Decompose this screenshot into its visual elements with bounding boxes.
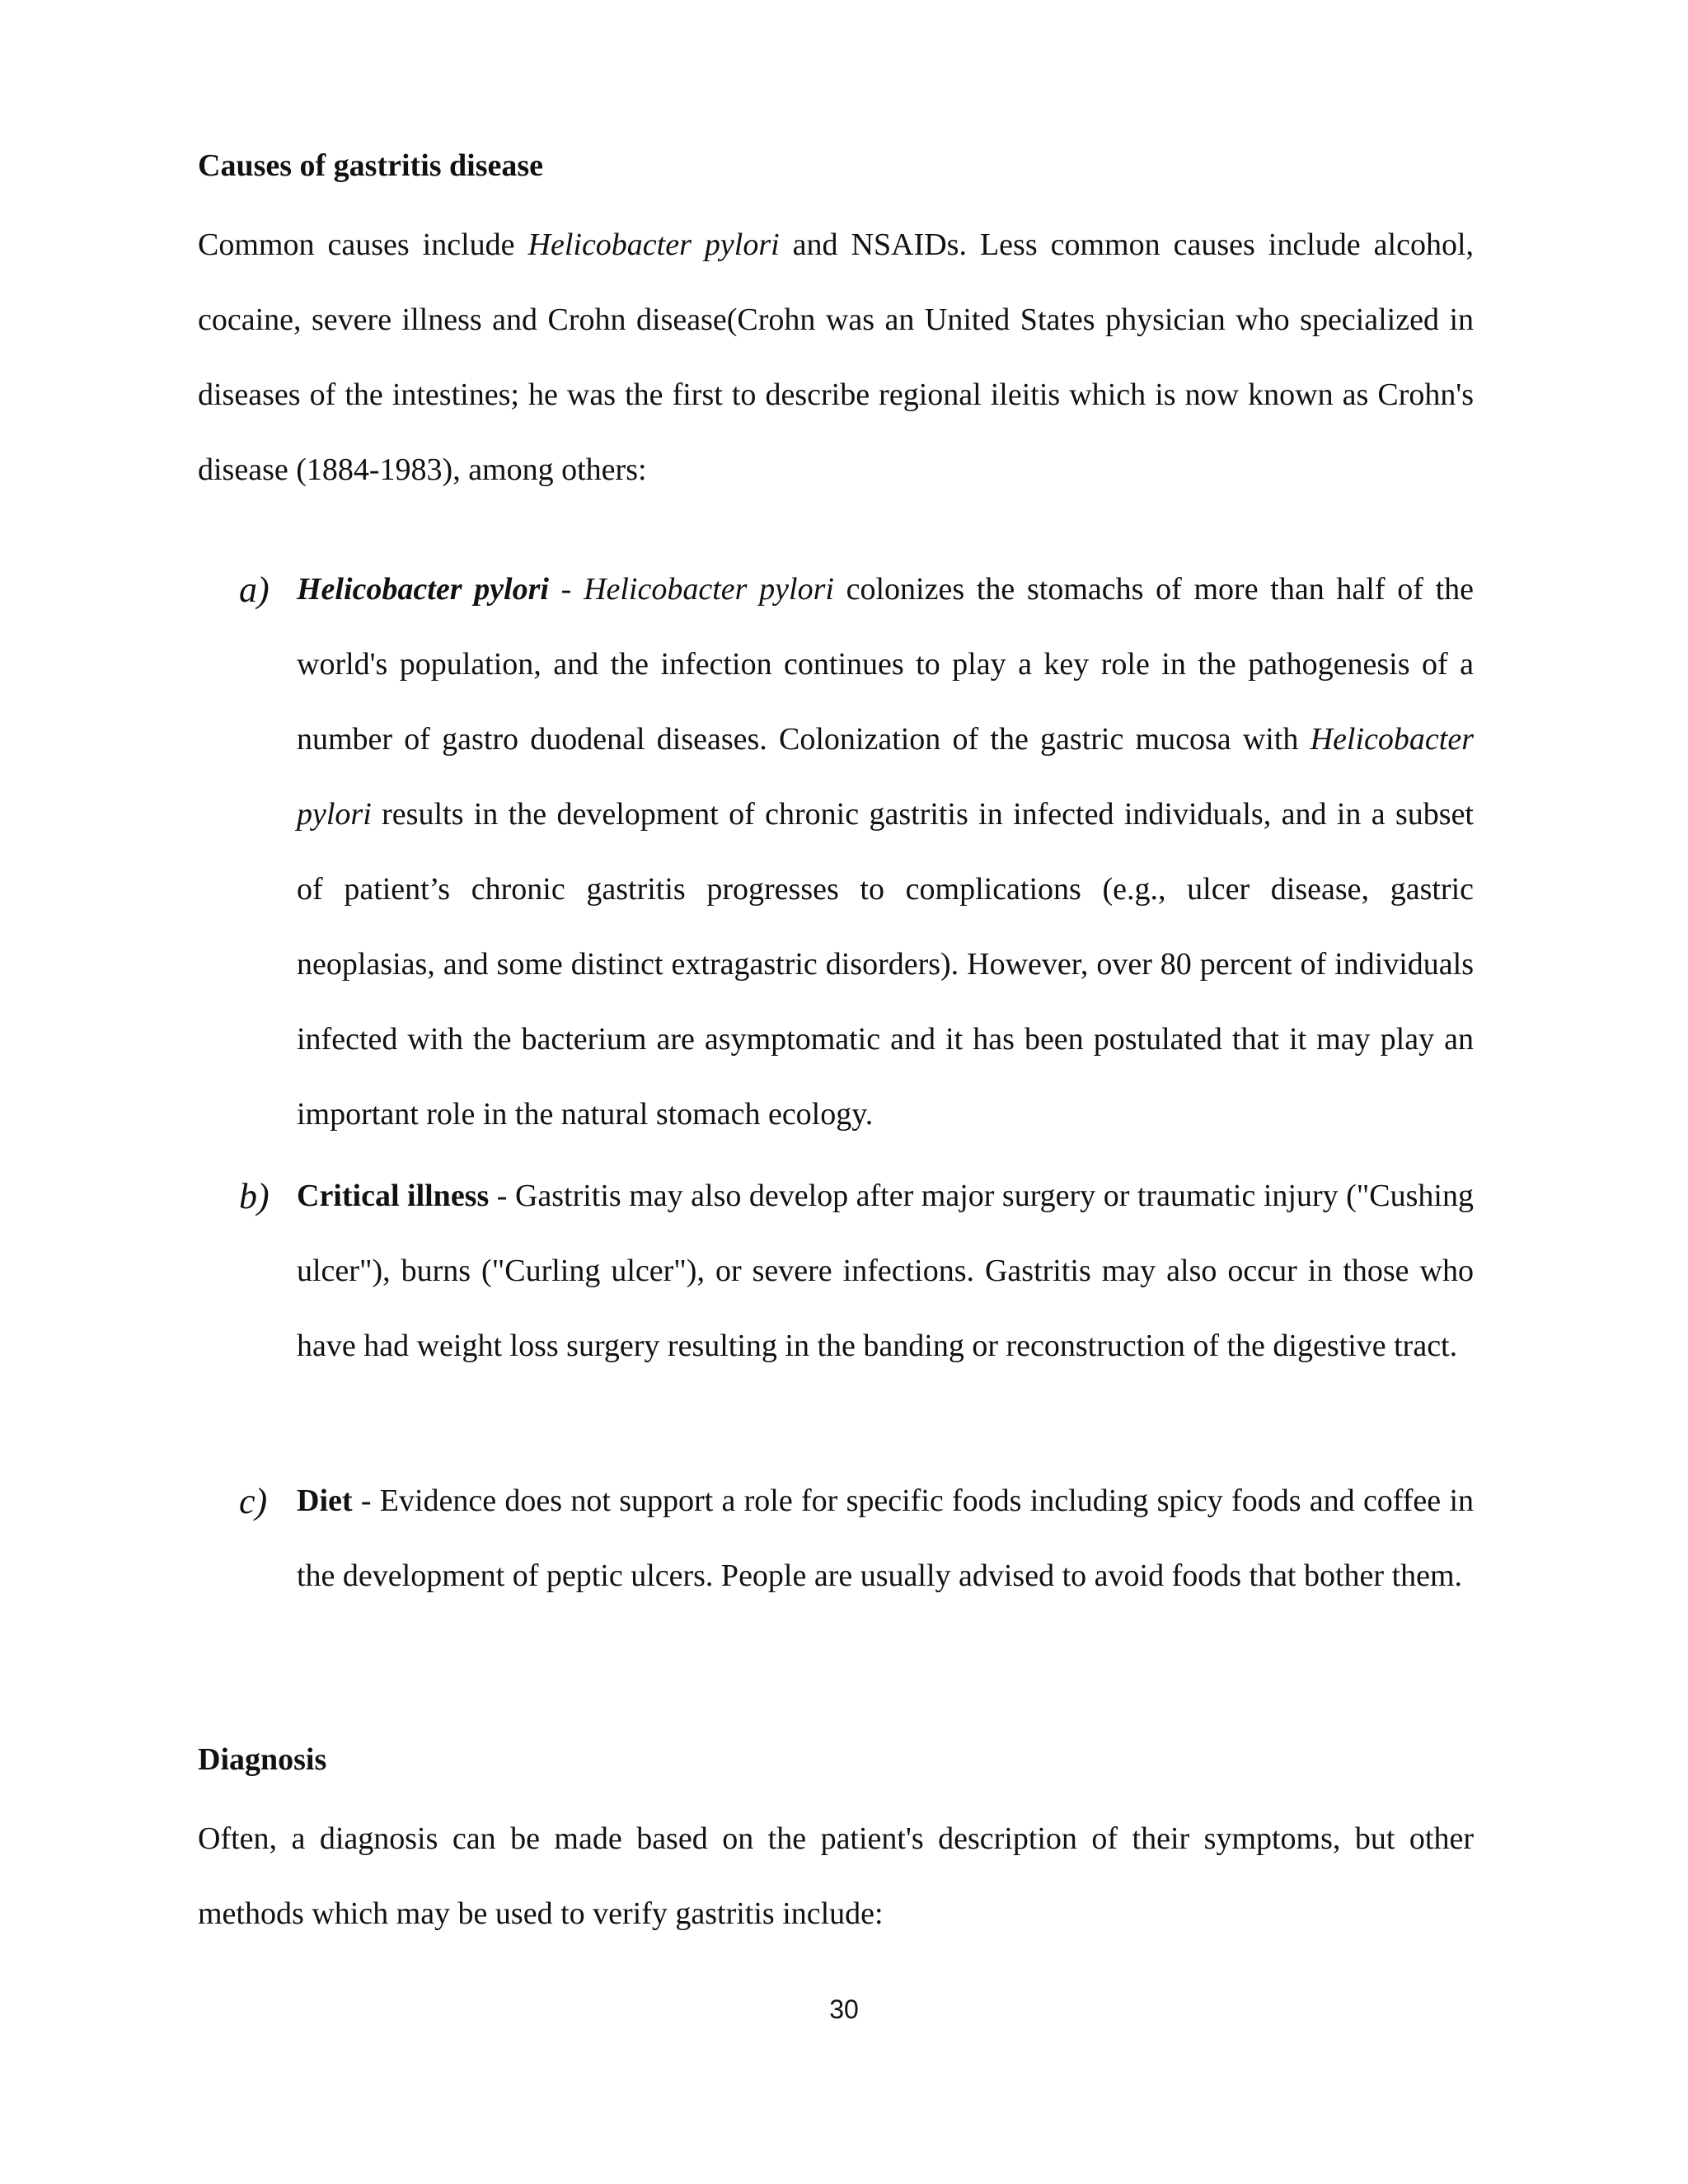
diagnosis-paragraph: Often, a diagnosis can be made based on the patient's description of their symptoms, but other methods which may be used to verify gastritis include:: [198, 1821, 1474, 1931]
list-item-b-term: Critical illness: [297, 1179, 490, 1213]
list-item-a-body-2: results in the development of chronic gastritis in infected individuals, and in a subset of patient’s chronic gastritis progresses to complications (e.g., ulcer disease, gastric neoplasias, and some distinct extragastric disorders). However, over 80 percent of individuals infected with the bacterium are asymptomatic and it has been postulated that it may play an important role in the natural stomach ecology.: [297, 797, 1474, 1132]
section-heading-causes: Causes of gastritis disease: [198, 148, 544, 183]
list-item-a-text: [297, 552, 1474, 1152]
list-item-a-body-1: colonizes the stomachs of more than half of the world's population, and the infection continues to play a key role in the pathogenesis of a number of gastro duodenal diseases. Colonization of the gastric mucosa with: [297, 572, 1474, 757]
intro-text-2: and NSAIDs. Less common causes include alcohol, cocaine, severe illness and Crohn disease(Crohn was an United States physician who specialized in diseases of the intestines; he was the first to describe regional ileitis which is now known as Crohn's disease (1884-1983), among others:: [198, 227, 1475, 487]
intro-italic-term: Helicobacter pylori: [528, 227, 780, 262]
list-item-c-text: [297, 1464, 1474, 1614]
list-item-a-italic-mid: Helicobacter pylori: [297, 722, 1474, 832]
list-item-a-term: Helicobacter pylori: [297, 572, 549, 607]
intro-paragraph: [198, 208, 1474, 508]
list-item-c-term: Diet: [297, 1483, 353, 1518]
list-item-c-body: Evidence does not support a role for specific foods including spicy foods and coffee in the development of peptic ulcers. People are usually advised to avoid foods that bother them.: [297, 1483, 1474, 1593]
list-marker-b: b): [239, 1176, 270, 1216]
list-item-a-separator: -: [548, 572, 584, 607]
list-marker-a: a): [239, 569, 270, 610]
page-number: 30: [829, 1994, 859, 2024]
intro-text-1: Common causes include: [198, 227, 528, 262]
list-marker-c: c): [239, 1481, 268, 1521]
list-item-c-separator: -: [352, 1483, 380, 1518]
list-item-b-separator: -: [489, 1179, 515, 1213]
list-item-b-body: Gastritis may also develop after major surgery or traumatic injury ("Cushing ulcer"), burns ("Curling ulcer"), or severe infections. Gastritis may also occur in those who have had weight loss surgery resulting in the banding or reconstruction of the digestive tract.: [297, 1179, 1474, 1363]
list-item-a-italic-lead: Helicobacter pylori: [584, 572, 834, 607]
section-heading-diagnosis: Diagnosis: [198, 1742, 327, 1777]
list-item-b-text: [297, 1159, 1474, 1384]
